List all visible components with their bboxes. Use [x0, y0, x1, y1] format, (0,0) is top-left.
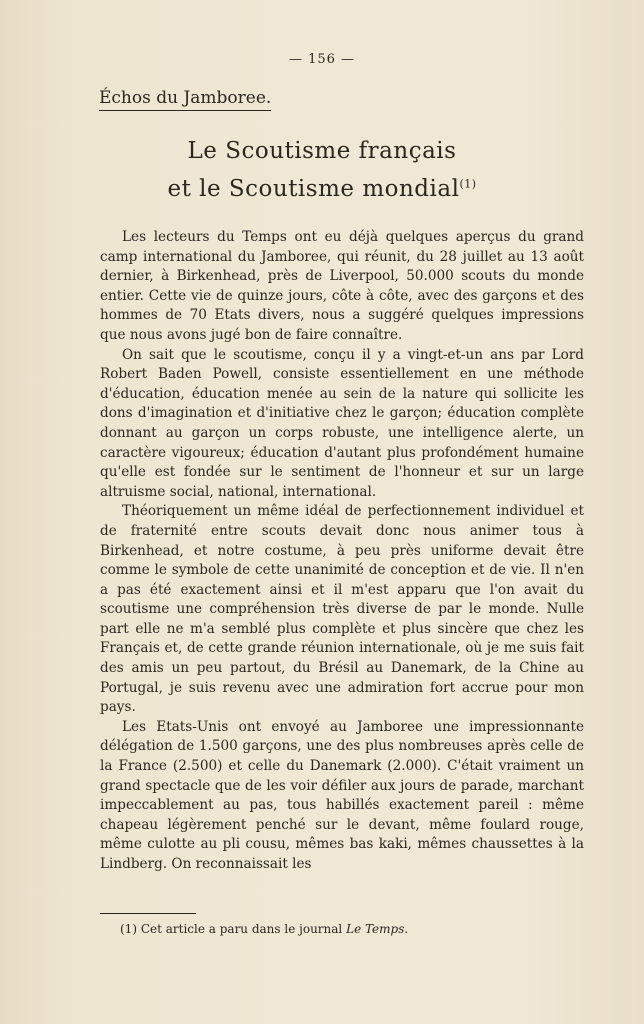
section-title: Échos du Jamboree.	[99, 88, 271, 111]
article-title-line-1: Le Scoutisme français	[187, 138, 457, 164]
footnote-reference: (1)	[459, 177, 477, 191]
footnote	[120, 922, 408, 936]
paragraph-3: Théoriquement un même idéal de perfectionnement individuel et de fraternité entre scouts devait donc nous animer tous à Birkenhead, et notre costume, à peu près uniforme devait être comme le symbole de cette unanimité de conception et de vie. Il n'en a pas été exactement ainsi et il m'est apparu que l'on avait du scoutisme une compréhension très diverse de par le monde. Nulle part elle ne m'a semblé plus complète et plus sincère que chez les Français et, de cette grande réunion internationale, où je me suis fait des amis un peu partout, du Brésil au Danemark, de la Chine au Portugal, je suis revenu avec une admiration fort accrue pour mon pays.	[100, 503, 584, 716]
article-title-text: et le Scoutisme mondial	[167, 176, 460, 202]
footnote-text: (1) Cet article a paru dans le journal	[120, 922, 343, 936]
footnote-divider	[100, 913, 196, 914]
paragraph-1: Les lecteurs du Temps ont eu déjà quelques aperçus du grand camp international du Jamboree, qui réunit, du 28 juillet au 13 août dernier, à Birkenhead, près de Liverpool, 50.000 scouts du monde entier. Cette vie de quinze jours, côte à côte, avec des garçons et des hommes de 70 Etats divers, nous a suggéré quelques impressions que nous avons jugé bon de faire connaître.	[100, 229, 584, 343]
paragraph-4: Les Etats-Unis ont envoyé au Jamboree une impressionnante délégation de 1.500 garçons, une des plus nombreuses après celle de la France (2.500) et celle du Danemark (2.000). C'était vraiment un grand spectacle que de les voir défiler aux jours de parade, marchant impeccablement au pas, tous habillés exactement pareil : même chapeau légèrement penché sur le devant, même foulard rouge, même culotte au pli cousu, mêmes bas kaki, mêmes chaussettes à la Lindberg. On reconnaissait les	[100, 718, 584, 872]
page-number: — 156 —	[288, 52, 356, 67]
article-title-line-2	[0, 176, 644, 202]
paragraph-2: On sait que le scoutisme, conçu il y a vingt-et-un ans par Lord Robert Baden Powell, consiste essentiellement en une méthode d'éducation, éducation menée au sein de la nature qui sollicite les dons d'imagination et d'initiative chez le garçon; éducation complète donnant au garçon un corps robuste, une intelligence alerte, un caractère vigoureux; éducation d'autant plus profondément humaine qu'elle est fondée sur le sentiment de l'honneur et sur un large altruisme social, national, international.	[100, 346, 584, 500]
article-body	[100, 228, 584, 875]
footnote-source: Le Temps.	[346, 922, 409, 936]
